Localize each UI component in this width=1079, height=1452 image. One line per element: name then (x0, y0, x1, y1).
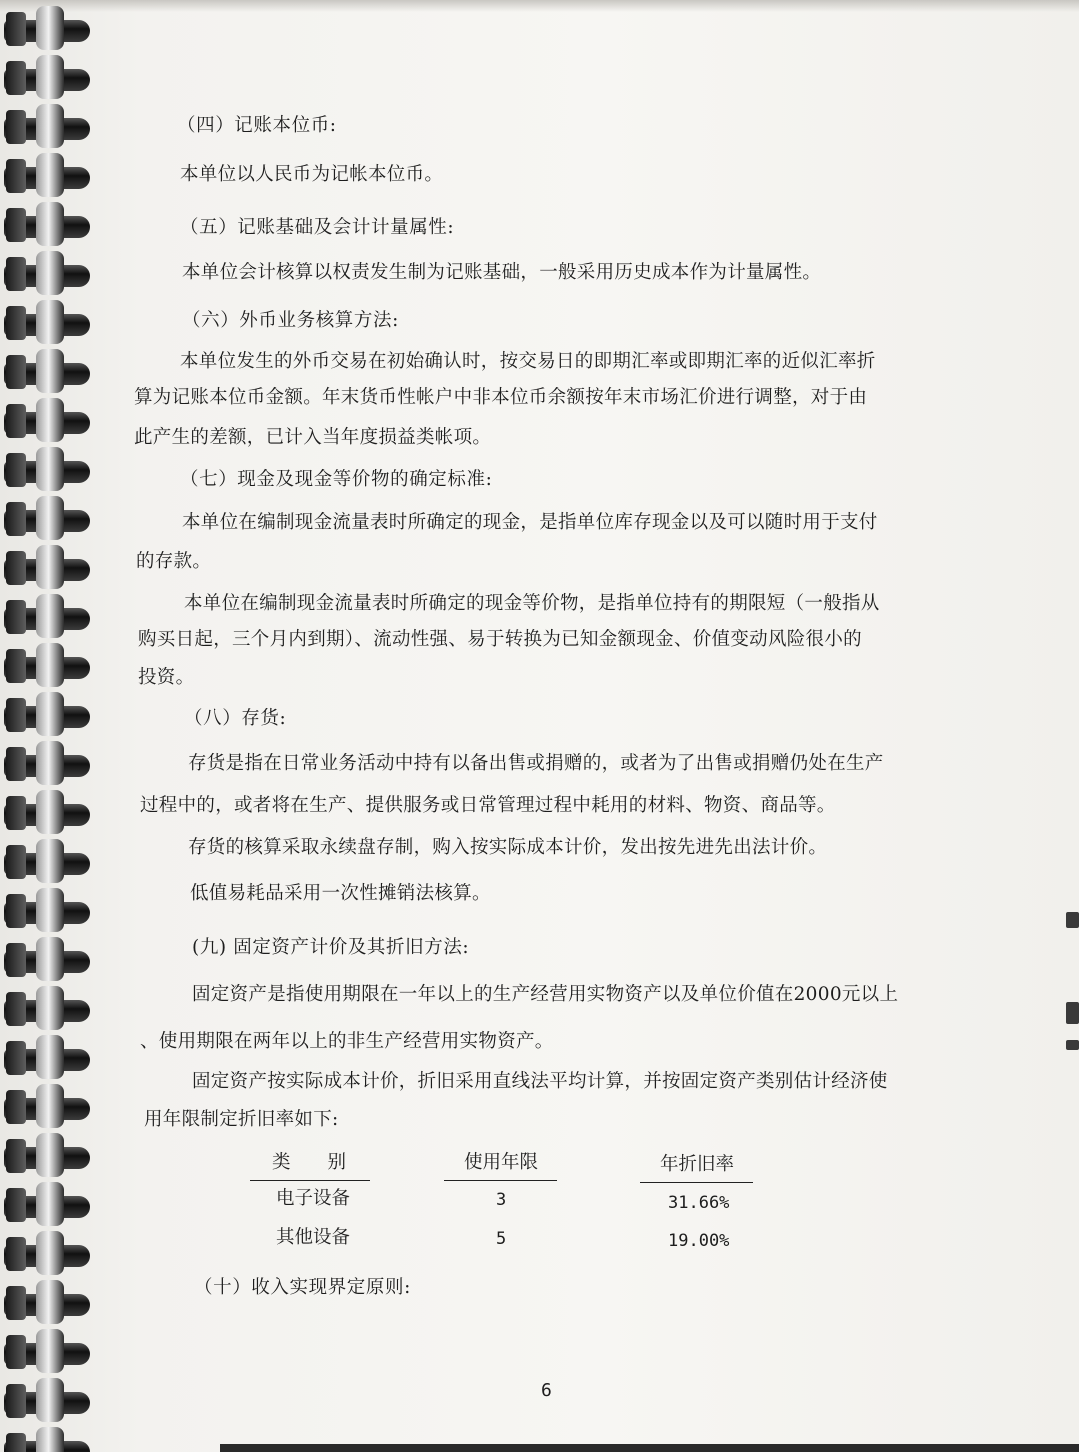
paragraph-line: 算为记账本位币金额。年末货币性帐户中非本位币余额按年末市场汇价进行调整，对于由 (134, 387, 868, 408)
paragraph-line: 此产生的差额，已计入当年度损益类帐项。 (134, 427, 492, 448)
table-header-rate: 年折旧率 (660, 1154, 735, 1175)
binding-ring (4, 300, 90, 344)
table-header-rule (250, 1180, 370, 1181)
scan-shadow-bottom (220, 1444, 1079, 1452)
table-header-rule (444, 1180, 557, 1181)
paragraph-line: 固定资产是指使用期限在一年以上的生产经营用实物资产以及单位价值在2000元以上 (192, 984, 899, 1005)
table-cell-years: 3 (496, 1190, 507, 1210)
binding-ring (4, 545, 90, 589)
table-header-category: 类 别 (272, 1152, 347, 1173)
binding-ring (4, 839, 90, 883)
paragraph-line: 购买日起，三个月内到期）、流动性强、易于转换为已知金额现金、价值变动风险很小的 (138, 629, 862, 650)
binding-ring (4, 349, 90, 393)
binding-ring (4, 986, 90, 1030)
heading-revenue-recognition: （十）收入实现界定原则: (194, 1277, 411, 1298)
edge-mark (1066, 912, 1079, 928)
binding-ring (4, 888, 90, 932)
binding-ring (4, 692, 90, 736)
page-number: 6 (541, 1380, 552, 1401)
table-cell-rate: 31.66% (668, 1193, 730, 1213)
table-header-years: 使用年限 (464, 1152, 539, 1173)
paragraph-line: 用年限制定折旧率如下: (144, 1109, 339, 1130)
table-cell-years: 5 (496, 1229, 507, 1249)
binding-ring (4, 55, 90, 99)
binding-ring (4, 741, 90, 785)
binding-ring (4, 1182, 90, 1226)
binding-ring (4, 1035, 90, 1079)
binding-ring (4, 153, 90, 197)
table-header-rule (640, 1182, 753, 1183)
binding-ring (4, 1231, 90, 1275)
table-cell-category: 电子设备 (276, 1188, 351, 1209)
heading-cash-equivalents: （七）现金及现金等价物的确定标准: (180, 469, 493, 490)
binding-ring (4, 790, 90, 834)
paragraph-line: 本单位在编制现金流量表时所确定的现金等价物，是指单位持有的期限短（一般指从 (184, 593, 880, 614)
paragraph-line: 、使用期限在两年以上的非生产经营用实物资产。 (140, 1031, 554, 1052)
heading-accounting-basis: （五）记账基础及会计计量属性: (180, 217, 455, 238)
binding-ring (4, 643, 90, 687)
table-cell-rate: 19.00% (668, 1231, 730, 1251)
paragraph-line: 的存款。 (136, 551, 212, 572)
edge-mark (1066, 1002, 1079, 1024)
binding-ring (4, 496, 90, 540)
binding-ring (4, 202, 90, 246)
paragraph-line: 存货是指在日常业务活动中持有以备出售或捐赠的，或者为了出售或捐赠仍处在生产 (188, 753, 884, 774)
binding-ring (4, 937, 90, 981)
binding-ring (4, 1133, 90, 1177)
heading-fixed-assets: (九) 固定资产计价及其折旧方法: (192, 937, 470, 958)
paragraph-line: 低值易耗品采用一次性摊销法核算。 (190, 883, 491, 904)
paragraph-line: 过程中的，或者将在生产、提供服务或日常管理过程中耗用的材料、物资、商品等。 (140, 795, 836, 816)
binding-ring (4, 6, 90, 50)
heading-accounting-currency: （四）记账本位币: (177, 115, 337, 136)
binding-ring (4, 447, 90, 491)
binding-ring (4, 1084, 90, 1128)
binding-ring (4, 1427, 90, 1452)
paragraph-line: 固定资产按实际成本计价，折旧采用直线法平均计算，并按固定资产类别估计经济使 (192, 1071, 888, 1092)
binding-ring (4, 1378, 90, 1422)
binding-ring (4, 1329, 90, 1373)
paragraph-line: 本单位发生的外币交易在初始确认时，按交易日的即期汇率或即期汇率的近似汇率折 (180, 351, 876, 372)
heading-inventory: （八）存货: (184, 708, 287, 729)
paragraph-line: 本单位以人民币为记帐本位币。 (180, 164, 444, 185)
scan-shadow-top (0, 0, 1079, 12)
table-cell-category: 其他设备 (276, 1227, 351, 1248)
binding-ring (4, 104, 90, 148)
binding-ring (4, 1280, 90, 1324)
binding-ring (4, 594, 90, 638)
paragraph-line: 本单位会计核算以权责发生制为记账基础，一般采用历史成本作为计量属性。 (182, 262, 822, 283)
paragraph-line: 本单位在编制现金流量表时所确定的现金，是指单位库存现金以及可以随时用于支付 (182, 512, 878, 533)
binding-ring (4, 251, 90, 295)
edge-mark (1066, 1040, 1079, 1050)
binding-ring (4, 398, 90, 442)
paragraph-line: 存货的核算采取永续盘存制，购入按实际成本计价，发出按先进先出法计价。 (188, 837, 828, 858)
heading-foreign-currency: （六）外币业务核算方法: (182, 310, 399, 331)
paragraph-line: 投资。 (138, 667, 195, 688)
spiral-binding (0, 0, 95, 1452)
